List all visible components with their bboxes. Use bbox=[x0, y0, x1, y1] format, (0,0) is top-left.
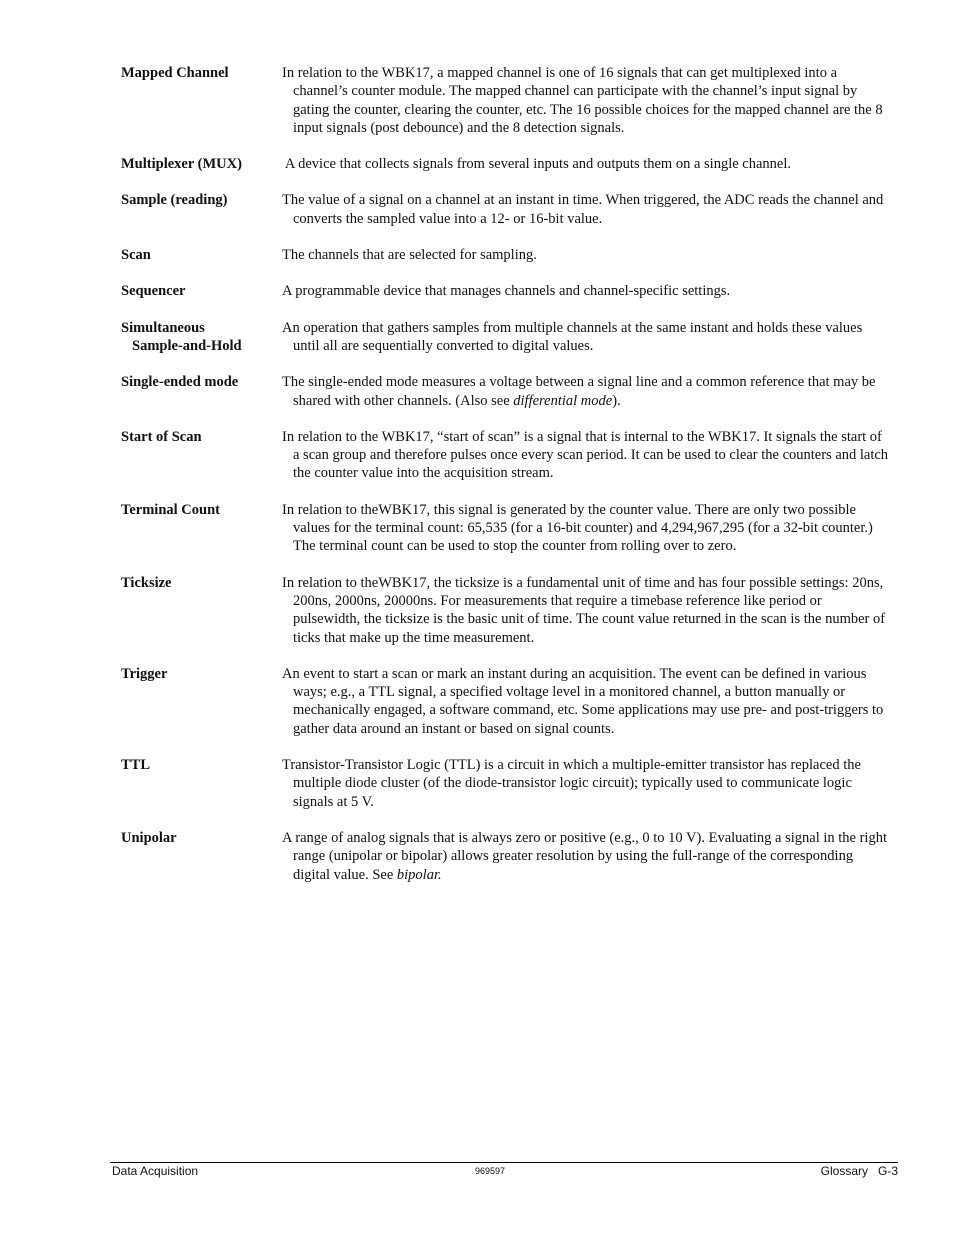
glossary-entry bbox=[121, 373, 891, 410]
glossary-entry bbox=[121, 501, 891, 556]
definition-crossref: bipolar. bbox=[396, 866, 442, 883]
definition-text: A range of analog signals that is always zero or positive (e.g., 0 to 10 V). Evaluating a signal in the right range (unipolar or bipolar) allows greater resolution by using the full-range of the corresponding digital value. See bbox=[282, 829, 887, 883]
glossary-term: Start of Scan bbox=[121, 428, 202, 445]
glossary-entry bbox=[121, 665, 891, 738]
glossary-term: Trigger bbox=[121, 665, 168, 682]
glossary-definition: Transistor-Transistor Logic (TTL) is a circuit in which a multiple-emitter transistor has replaced the multiple diode cluster (of the diode-transistor logic circuit); typically used to communicate logic signals at 5 V. bbox=[282, 757, 861, 810]
glossary-term: Unipolar bbox=[121, 829, 177, 846]
glossary-term: Sample (reading) bbox=[121, 192, 228, 209]
glossary-definition: In relation to theWBK17, this signal is generated by the counter value. There are only two possible values for the terminal count: 65,535 (for a 16-bit counter) and 4,294,967,295 (for a 32-bit counter.) The terminal count can be used to stop the counter from rolling over to zero. bbox=[282, 501, 873, 555]
glossary-definition: The value of a signal on a channel at an instant in time. When triggered, the ADC reads the channel and converts the sampled value into a 12- or 16-bit value. bbox=[282, 192, 884, 227]
glossary-term: Mapped Channel bbox=[121, 65, 229, 81]
glossary-entry bbox=[121, 64, 891, 137]
glossary-entry bbox=[121, 319, 891, 356]
glossary-definition bbox=[282, 373, 891, 410]
glossary-term: Multiplexer (MUX) bbox=[121, 156, 242, 173]
glossary-term: Scan bbox=[121, 247, 151, 264]
glossary-entry bbox=[121, 428, 891, 483]
glossary-definition: A programmable device that manages channels and channel-specific settings. bbox=[282, 283, 731, 300]
glossary-entry bbox=[121, 282, 891, 300]
footer-page-number: Glossary G-3 bbox=[820, 1164, 898, 1178]
glossary-definition bbox=[282, 829, 891, 884]
glossary-entry bbox=[121, 155, 891, 173]
glossary-term: Terminal Count bbox=[121, 501, 220, 518]
glossary-definition: A device that collects signals from several inputs and outputs them on a single channel. bbox=[282, 156, 791, 173]
glossary-entry bbox=[121, 574, 891, 647]
glossary-term-line2: Sample-and-Hold bbox=[132, 337, 242, 354]
footer-doc-title: Data Acquisition bbox=[112, 1164, 199, 1178]
footer-doc-number: 969597 bbox=[475, 1166, 506, 1176]
glossary-definition: In relation to theWBK17, the ticksize is a fundamental unit of time and has four possible settings: 20ns, 200ns, 2000ns, 20000ns. For measurements that require a timebase reference like period or pulsewidth, the ticksize is the basic unit of time. The count value returned in the scan is the number of ticks that make up the time measurement. bbox=[282, 574, 886, 646]
glossary-term: TTL bbox=[121, 757, 151, 774]
glossary-definition: In relation to the WBK17, “start of scan” is a signal that is internal to the WBK17. It signals the start of a scan group and therefore pulses once every scan period. It can be used to clear the counters and latch the counter value into the acquisition stream. bbox=[282, 428, 889, 482]
glossary-list bbox=[121, 64, 891, 902]
glossary-entry bbox=[121, 829, 891, 884]
glossary-term-line1: Simultaneous bbox=[121, 319, 205, 336]
page-footer bbox=[110, 1162, 898, 1183]
definition-text-end: ). bbox=[612, 392, 621, 409]
glossary-entry bbox=[121, 191, 891, 228]
glossary-term: Single-ended mode bbox=[121, 374, 239, 391]
glossary-entry bbox=[121, 246, 891, 264]
glossary-definition: An operation that gathers samples from multiple channels at the same instant and holds these values until all are sequentially converted to digital values. bbox=[282, 319, 863, 354]
glossary-term: Sequencer bbox=[121, 283, 186, 300]
glossary-entry bbox=[121, 756, 891, 811]
glossary-definition: In relation to the WBK17, a mapped channel is one of 16 signals that can get multiplexed into a channel’s counter module. The mapped channel can participate with the channel’s input signal by gating the counter, clearing the counter, etc. The 16 possible choices for the mapped channel are the 8 input signals (post debounce) and the 8 detection signals. bbox=[282, 65, 883, 136]
glossary-term: Ticksize bbox=[121, 574, 172, 591]
definition-crossref: differential mode bbox=[513, 392, 613, 409]
definition-text: The single-ended mode measures a voltage between a signal line and a common reference that may be shared with other channels. (Also see bbox=[282, 374, 876, 409]
glossary-term bbox=[121, 319, 282, 356]
glossary-definition: The channels that are selected for sampling. bbox=[282, 247, 537, 264]
glossary-definition: An event to start a scan or mark an instant during an acquisition. The event can be defined in various ways; e.g., a TTL signal, a specified voltage level in a monitored channel, a button manually or mechanically engaged, a software command, etc. Some applications may use pre- and post-triggers to gather data around an instant or based on signal counts. bbox=[282, 665, 884, 737]
